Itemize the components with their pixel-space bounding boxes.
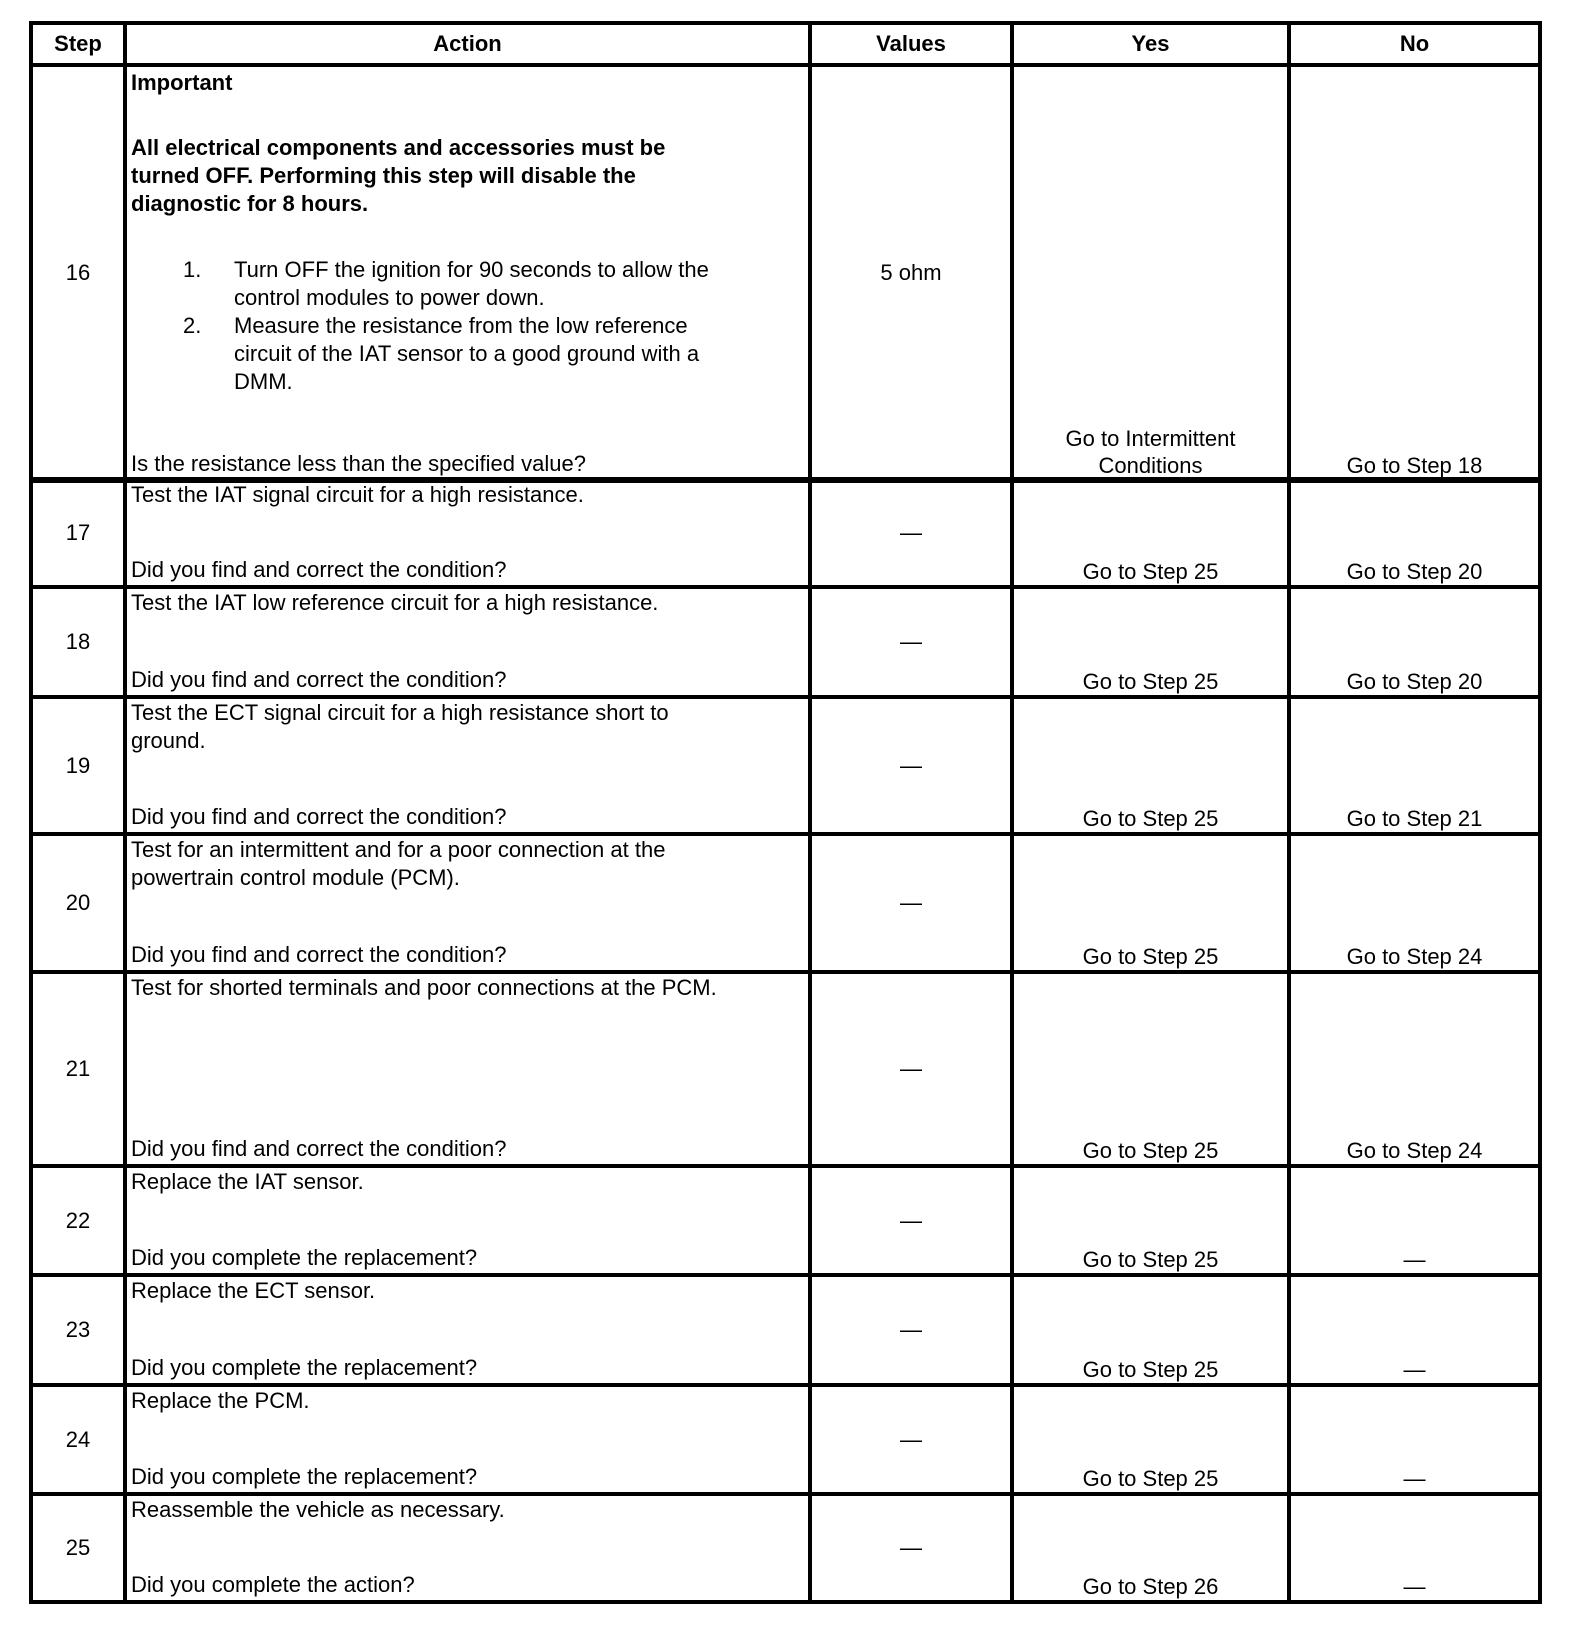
- yes-cell[interactable]: [1010, 695, 1291, 836]
- no-cell[interactable]: [1287, 1164, 1542, 1277]
- numbered-list: [131, 256, 804, 396]
- yes-link-line[interactable]: Conditions: [1098, 453, 1203, 478]
- header-no: No: [1287, 21, 1542, 67]
- action-line: Test for an intermittent and for a poor connection at the: [131, 837, 666, 862]
- list-number: 2.: [183, 313, 202, 338]
- action-line: Replace the PCM.: [131, 1388, 310, 1413]
- yes-cell[interactable]: [1010, 1273, 1291, 1387]
- yes-cell[interactable]: [1010, 585, 1291, 699]
- action-text: [131, 1277, 804, 1305]
- action-question: Did you complete the replacement?: [131, 1245, 478, 1270]
- action-cell: [123, 1164, 812, 1277]
- no-cell[interactable]: [1287, 1273, 1542, 1387]
- value-cell: 5 ohm: [808, 63, 1014, 483]
- value-cell: —: [808, 1383, 1014, 1496]
- list-line: Measure the resistance from the low reference: [234, 313, 688, 338]
- no-link[interactable]: —: [1403, 1466, 1426, 1491]
- action-cell: [123, 477, 812, 589]
- action-cell: [123, 1383, 812, 1496]
- action-text: [131, 974, 804, 1002]
- action-line: ground.: [131, 728, 206, 753]
- yes-link[interactable]: Go to Step 25: [1082, 1466, 1219, 1491]
- action-question: Did you complete the replacement?: [131, 1464, 478, 1489]
- header-values: Values: [808, 21, 1014, 67]
- no-link[interactable]: Go to Step 20: [1346, 559, 1483, 584]
- list-line: control modules to power down.: [234, 285, 545, 310]
- action-line: Test the ECT signal circuit for a high resistance short to: [131, 700, 669, 725]
- no-cell[interactable]: [1287, 585, 1542, 699]
- action-question: Did you find and correct the condition?: [131, 557, 507, 582]
- action-question: Did you complete the replacement?: [131, 1355, 478, 1380]
- action-cell: [123, 585, 812, 699]
- step-number: 16: [29, 63, 127, 483]
- no-cell[interactable]: [1287, 970, 1542, 1168]
- value-cell: —: [808, 970, 1014, 1168]
- step-number: 20: [29, 832, 127, 974]
- no-link[interactable]: Go to Step 24: [1346, 1138, 1483, 1163]
- step-number: 17: [29, 477, 127, 589]
- no-link[interactable]: —: [1403, 1357, 1426, 1382]
- important-line: All electrical components and accessories must be: [131, 135, 666, 160]
- action-text: [131, 836, 804, 892]
- list-line: circuit of the IAT sensor to a good ground with a: [234, 341, 700, 366]
- action-line: Test the IAT signal circuit for a high resistance.: [131, 482, 584, 507]
- no-cell[interactable]: [1287, 63, 1542, 483]
- value-cell: —: [808, 1164, 1014, 1277]
- action-cell: [123, 1273, 812, 1387]
- yes-link[interactable]: Go to Step 26: [1082, 1574, 1219, 1599]
- no-link[interactable]: Go to Step 21: [1346, 806, 1483, 831]
- list-line: Turn OFF the ignition for 90 seconds to allow the: [234, 257, 709, 282]
- yes-link[interactable]: Go to Step 25: [1082, 1138, 1219, 1163]
- action-line: Test for shorted terminals and poor connections at the PCM.: [131, 975, 717, 1000]
- no-cell[interactable]: [1287, 832, 1542, 974]
- header-action: Action: [123, 21, 812, 67]
- value-cell: —: [808, 1492, 1014, 1604]
- action-line: Test the IAT low reference circuit for a high resistance.: [131, 590, 659, 615]
- action-question: Did you find and correct the condition?: [131, 667, 507, 692]
- list-number: 1.: [183, 257, 202, 282]
- action-text: [131, 699, 804, 755]
- action-line: Replace the ECT sensor.: [131, 1278, 376, 1303]
- yes-cell[interactable]: [1010, 63, 1291, 483]
- no-cell[interactable]: [1287, 1383, 1542, 1496]
- step-number: 19: [29, 695, 127, 836]
- value-cell: —: [808, 695, 1014, 836]
- action-text: [131, 1496, 804, 1524]
- no-cell[interactable]: [1287, 477, 1542, 589]
- value-cell: —: [808, 832, 1014, 974]
- step-number: 18: [29, 585, 127, 699]
- important-text: [131, 134, 804, 218]
- action-text: [131, 481, 804, 509]
- yes-cell[interactable]: [1010, 1383, 1291, 1496]
- action-cell: [123, 832, 812, 974]
- action-line: Replace the IAT sensor.: [131, 1169, 364, 1194]
- action-question: Did you complete the action?: [131, 1572, 415, 1597]
- no-link[interactable]: —: [1403, 1247, 1426, 1272]
- no-link[interactable]: Go to Step 18: [1346, 453, 1483, 478]
- yes-link[interactable]: Go to Step 25: [1082, 669, 1219, 694]
- step-number: 24: [29, 1383, 127, 1496]
- header-step: Step: [29, 21, 127, 67]
- important-label: Important: [131, 70, 233, 95]
- yes-link-line[interactable]: Go to Intermittent: [1065, 426, 1236, 451]
- no-link[interactable]: Go to Step 24: [1346, 944, 1483, 969]
- yes-cell[interactable]: [1010, 477, 1291, 589]
- action-cell: [123, 970, 812, 1168]
- no-link[interactable]: —: [1403, 1574, 1426, 1599]
- value-cell: —: [808, 585, 1014, 699]
- action-line: Reassemble the vehicle as necessary.: [131, 1497, 505, 1522]
- list-line: DMM.: [234, 369, 293, 394]
- yes-cell[interactable]: [1010, 832, 1291, 974]
- yes-link[interactable]: Go to Step 25: [1082, 1357, 1219, 1382]
- action-text: [131, 1387, 804, 1415]
- action-question: Did you find and correct the condition?: [131, 942, 507, 967]
- action-question: Did you find and correct the condition?: [131, 1136, 507, 1161]
- no-cell[interactable]: [1287, 1492, 1542, 1604]
- no-cell[interactable]: [1287, 695, 1542, 836]
- yes-link[interactable]: Go to Step 25: [1082, 944, 1219, 969]
- yes-cell[interactable]: [1010, 1492, 1291, 1604]
- yes-cell[interactable]: [1010, 970, 1291, 1168]
- value-cell: —: [808, 477, 1014, 589]
- important-line: turned OFF. Performing this step will disable the: [131, 163, 636, 188]
- yes-link[interactable]: Go to Step 25: [1082, 1247, 1219, 1272]
- list-item: [131, 256, 804, 312]
- action-question: Is the resistance less than the specified value?: [131, 451, 586, 476]
- action-cell: [123, 1492, 812, 1604]
- yes-cell[interactable]: [1010, 1164, 1291, 1277]
- header-yes: Yes: [1010, 21, 1291, 67]
- action-line: powertrain control module (PCM).: [131, 865, 460, 890]
- step-number: 21: [29, 970, 127, 1168]
- action-cell: [123, 695, 812, 836]
- diagnostic-table: [29, 21, 1542, 1602]
- step-number: 25: [29, 1492, 127, 1604]
- list-item: [131, 312, 804, 396]
- action-text: [131, 1168, 804, 1196]
- step-number: 22: [29, 1164, 127, 1277]
- action-cell: [123, 63, 812, 483]
- important-line: diagnostic for 8 hours.: [131, 191, 369, 216]
- no-link[interactable]: Go to Step 20: [1346, 669, 1483, 694]
- action-question: Did you find and correct the condition?: [131, 804, 507, 829]
- action-text: [131, 589, 804, 617]
- yes-link[interactable]: Go to Step 25: [1082, 559, 1219, 584]
- step-number: 23: [29, 1273, 127, 1387]
- value-cell: —: [808, 1273, 1014, 1387]
- yes-link[interactable]: Go to Step 25: [1082, 806, 1219, 831]
